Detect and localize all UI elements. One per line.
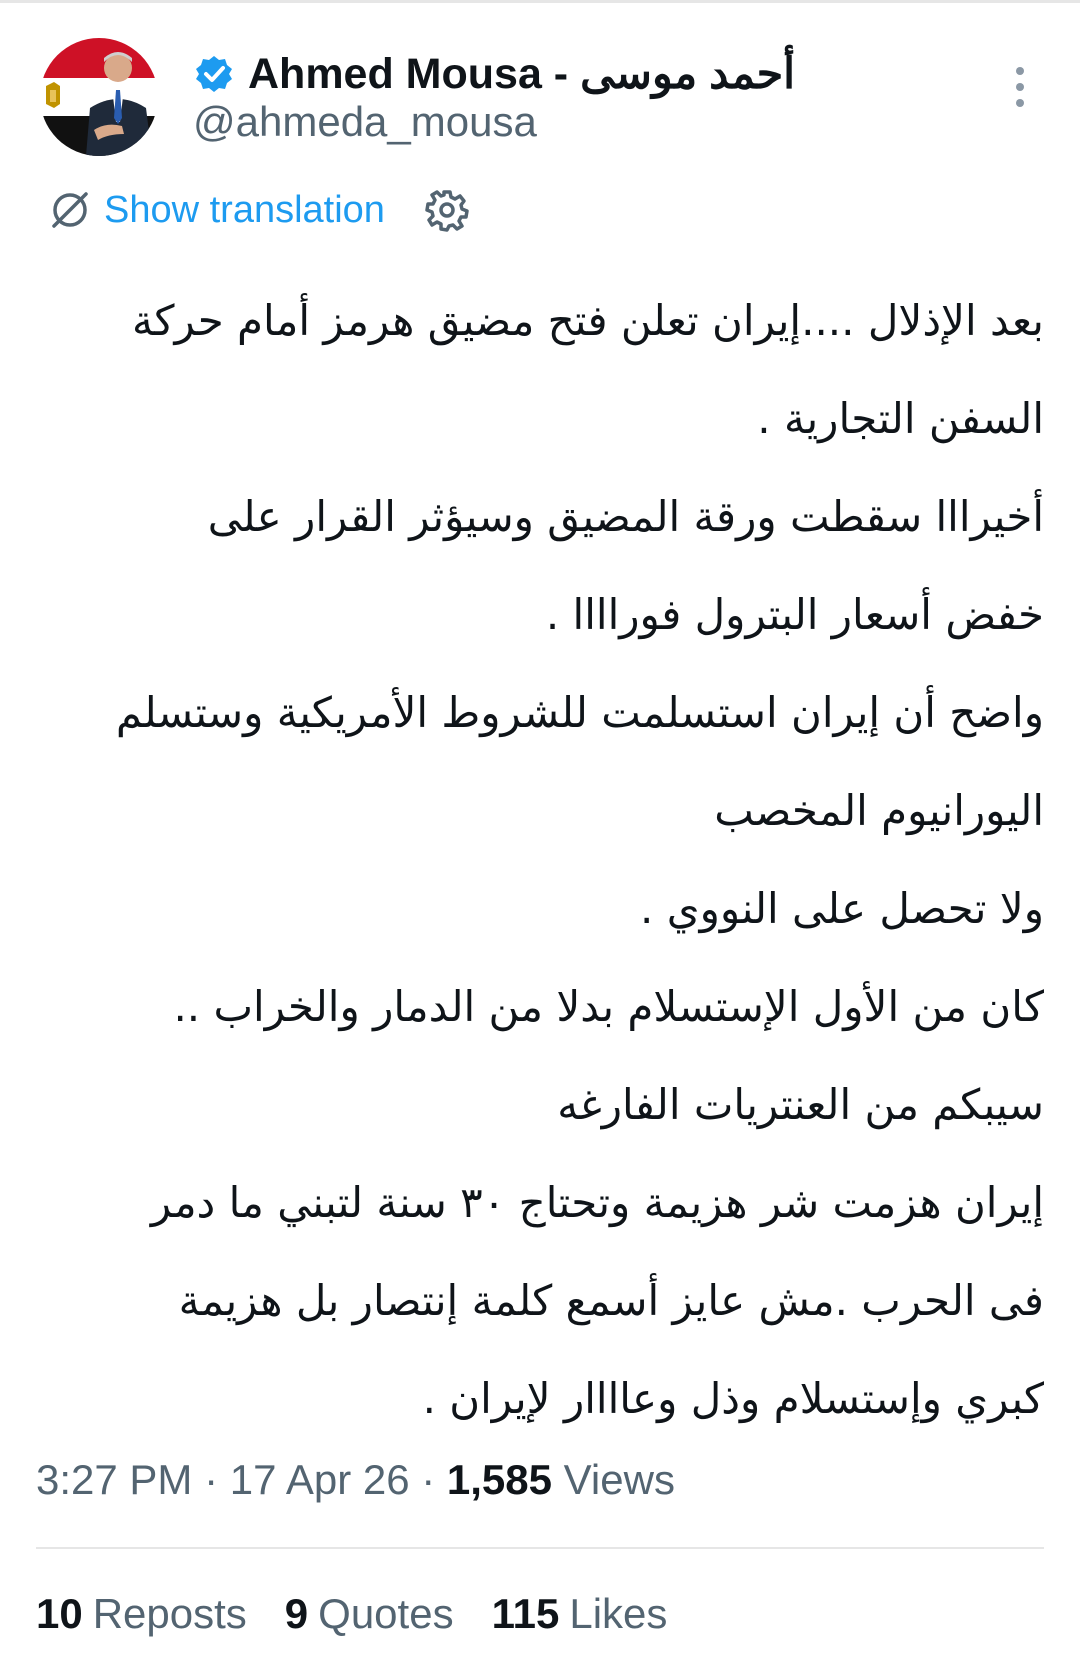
- tweet-meta: [36, 1456, 675, 1504]
- reposts-stat[interactable]: [36, 1590, 247, 1638]
- tweet-text-line: اليورانيوم المخصب: [714, 786, 1044, 835]
- divider: [36, 1547, 1044, 1549]
- meta-separator: ·: [192, 1456, 230, 1503]
- meta-separator: ·: [409, 1456, 447, 1503]
- reposts-label: Reposts: [92, 1590, 247, 1637]
- eagle-emblem-icon: [46, 82, 60, 108]
- tweet-text-line: كان من الأول الإستسلام بدلا من الدمار والخراب ..: [173, 982, 1044, 1031]
- quotes-count: 9: [284, 1590, 309, 1637]
- likes-count: 115: [491, 1590, 560, 1637]
- likes-label: Likes: [569, 1590, 668, 1637]
- top-edge: [0, 0, 1080, 3]
- verified-badge-icon: [194, 54, 234, 94]
- views-count: 1,585: [446, 1456, 552, 1503]
- quotes-stat[interactable]: [285, 1590, 454, 1638]
- tweet-text-line: ولا تحصل على النووي .: [640, 884, 1044, 933]
- tweet-text-line: بعد الإذلال ....إيران تعلن فتح مضيق هرمز أمام حركة: [132, 296, 1044, 345]
- avatar[interactable]: [40, 38, 158, 156]
- quotes-label: Quotes: [318, 1590, 454, 1637]
- more-vertical-icon[interactable]: [1006, 64, 1034, 110]
- tweet-text-line: إيران هزمت شر هزيمة وتحتاج ٣٠ سنة لتبني ما دمر: [150, 1178, 1044, 1227]
- tweet-text-line: أخيرااا سقطت ورقة المضيق وسيؤثر القرار على: [207, 492, 1044, 541]
- tweet-text-line: خفض أسعار البترول فوراااا .: [545, 590, 1044, 639]
- gear-icon[interactable]: [425, 188, 469, 232]
- tweet-text-line: فى الحرب .مش عايز أسمع كلمة إنتصار بل هزيمة: [178, 1276, 1044, 1325]
- show-translation-link[interactable]: Show translation: [104, 188, 385, 231]
- engagement-stats: [36, 1590, 705, 1638]
- likes-stat[interactable]: [492, 1590, 668, 1638]
- tweet-text-line: سيبكم من العنتريات الفارغه: [557, 1080, 1044, 1129]
- globe-slash-icon: [48, 188, 92, 232]
- tweet-date[interactable]: 17 Apr 26: [229, 1456, 410, 1503]
- tweet-text: [40, 272, 1044, 1448]
- tweet-text-line: كبري وإستسلام وذل وعاااار لإيران .: [422, 1374, 1044, 1423]
- author-name-row[interactable]: [194, 44, 795, 104]
- author-handle[interactable]: @ahmeda_mousa: [193, 98, 537, 145]
- tweet-time[interactable]: 3:27 PM: [36, 1456, 193, 1503]
- author-display-name[interactable]: Ahmed Mousa - أحمد موسى: [248, 50, 796, 98]
- views-label: Views: [552, 1456, 675, 1503]
- tweet-text-line: السفن التجارية .: [757, 394, 1044, 443]
- tweet-text-line: واضح أن إيران استسلمت للشروط الأمريكية وستسلم: [115, 688, 1044, 737]
- translation-row: [48, 184, 469, 236]
- reposts-count: 10: [36, 1590, 83, 1637]
